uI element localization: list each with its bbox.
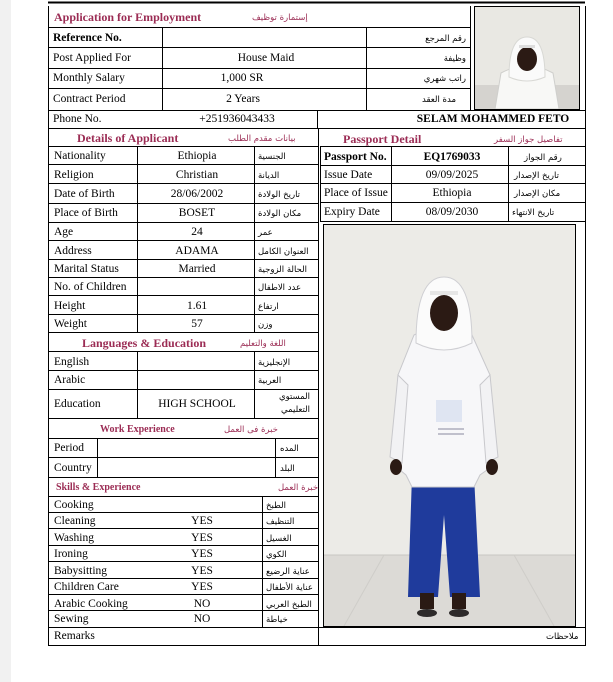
weight-label-arabic: وزن bbox=[258, 320, 273, 330]
skill-ironing-label-arabic: الكوي bbox=[266, 550, 287, 560]
weight-value: 57 bbox=[191, 318, 203, 330]
education-value: HIGH SCHOOL bbox=[158, 398, 236, 410]
skill-ironing-value: YES bbox=[191, 548, 213, 560]
address-value: ADAMA bbox=[175, 245, 219, 257]
age-value: 24 bbox=[191, 226, 203, 238]
arabic-label: Arabic bbox=[54, 374, 86, 386]
english-label-arabic: الإنجليزية bbox=[258, 358, 291, 368]
passport-no-label: Passport No. bbox=[324, 151, 387, 163]
address-label-arabic: العنوان الكامل bbox=[258, 247, 309, 257]
passport-no-label-arabic: رقم الجواز bbox=[524, 153, 562, 163]
issue-date-value: 09/09/2025 bbox=[425, 169, 479, 181]
languages-heading: Languages & Education bbox=[82, 336, 207, 350]
contract-label: Contract Period bbox=[53, 93, 126, 105]
applicant-name: SELAM MOHAMMED FETO bbox=[416, 113, 570, 125]
skill-babysitting-label-arabic: عناية الرضيع bbox=[266, 567, 310, 577]
expiry-date-value: 08/09/2030 bbox=[425, 206, 479, 218]
arabic-label-arabic: العربية bbox=[258, 376, 282, 386]
post-label-arabic: وظيفة bbox=[443, 54, 466, 64]
post-value: House Maid bbox=[237, 52, 295, 64]
skills-heading: Skills & Experience bbox=[56, 482, 141, 493]
remarks-label: Remarks bbox=[54, 630, 95, 642]
height-label-arabic: ارتفاع bbox=[258, 302, 279, 312]
skill-washing-label: Washing bbox=[54, 532, 94, 544]
skill-sewing-value: NO bbox=[193, 613, 211, 625]
country-label: Country bbox=[54, 462, 92, 474]
skill-childcare-label-arabic: عناية الأطفال bbox=[266, 583, 313, 593]
height-label: Height bbox=[54, 300, 86, 312]
marital-label: Marital Status bbox=[54, 263, 119, 275]
religion-label: Religion bbox=[54, 169, 94, 181]
age-label-arabic: عمر bbox=[258, 228, 273, 238]
passport-heading-arabic: تفاصيل جواز السفر bbox=[494, 135, 563, 145]
form-title-arabic: إستمارة توظيف bbox=[252, 13, 308, 23]
english-label: English bbox=[54, 356, 90, 368]
salary-label-arabic: راتب شهري bbox=[423, 74, 466, 84]
religion-label-arabic: الديانة bbox=[258, 171, 280, 181]
post-label: Post Applied For bbox=[53, 52, 131, 64]
languages-heading-arabic: اللغة والتعليم bbox=[240, 339, 286, 349]
marital-label-arabic: الحالة الزوجية bbox=[258, 265, 307, 275]
children-label-arabic: عدد الاطفال bbox=[258, 283, 302, 293]
dob-value: 28/06/2002 bbox=[170, 188, 224, 200]
skill-childcare-value: YES bbox=[191, 581, 213, 593]
period-label: Period bbox=[54, 442, 85, 454]
skill-ironing-label: Ironing bbox=[54, 548, 88, 560]
skill-cleaning-label: Cleaning bbox=[54, 515, 96, 527]
skill-washing-label-arabic: الغسيل bbox=[266, 534, 292, 544]
salary-value: 1,000 SR bbox=[220, 72, 264, 84]
passport-heading: Passport Detail bbox=[343, 132, 422, 146]
marital-value: Married bbox=[178, 263, 216, 275]
issue-place-label: Place of Issue bbox=[324, 187, 388, 199]
issue-date-label-arabic: تاريخ الإصدار bbox=[514, 171, 559, 181]
expiry-date-label-arabic: تاريخ الانتهاء bbox=[512, 208, 555, 218]
education-label-arabic: المستوي التعليمي bbox=[278, 392, 310, 415]
details-heading: Details of Applicant bbox=[77, 131, 179, 145]
salary-label: Monthly Salary bbox=[53, 72, 125, 84]
skills-heading-arabic: خبرة العمل bbox=[278, 483, 319, 493]
religion-value: Christian bbox=[175, 169, 219, 181]
passport-no-value: EQ1769033 bbox=[423, 151, 481, 163]
applicant-photo-full bbox=[324, 225, 575, 626]
skill-sewing-label: Sewing bbox=[54, 613, 89, 625]
skill-sewing-label-arabic: خياطة bbox=[266, 615, 288, 625]
skill-cooking-label: Cooking bbox=[54, 499, 94, 511]
nationality-label-arabic: الجنسية bbox=[258, 152, 286, 162]
address-label: Address bbox=[54, 245, 92, 257]
work-heading-arabic: خبرة فى العمل bbox=[224, 425, 278, 435]
height-value: 1.61 bbox=[186, 300, 208, 312]
age-label: Age bbox=[54, 226, 74, 238]
period-label-arabic: المده bbox=[280, 444, 299, 454]
skill-cleaning-value: YES bbox=[191, 515, 213, 527]
issue-place-value: Ethiopia bbox=[432, 187, 472, 199]
details-heading-arabic: بيانات مقدم الطلب bbox=[228, 134, 296, 144]
issue-date-label: Issue Date bbox=[324, 169, 373, 181]
phone-label: Phone No. bbox=[53, 113, 102, 125]
expiry-date-label: Expiry Date bbox=[324, 206, 380, 218]
skill-arabic-cooking-value: NO bbox=[193, 598, 211, 610]
skill-arabic-cooking-label: Arabic Cooking bbox=[54, 598, 128, 610]
dob-label-arabic: تاريخ الولادة bbox=[258, 190, 301, 200]
contract-value: 2 Years bbox=[226, 93, 260, 105]
issue-place-label-arabic: مكان الإصدار bbox=[514, 189, 561, 199]
form-title: Application for Employment bbox=[54, 10, 202, 24]
children-label: No. of Children bbox=[54, 281, 127, 293]
country-label-arabic: البلد bbox=[280, 464, 295, 474]
birthplace-value: BOSET bbox=[178, 207, 216, 219]
remarks-label-arabic: ملاحظات bbox=[546, 632, 579, 642]
skill-washing-value: YES bbox=[191, 532, 213, 544]
skill-cooking-label-arabic: الطبخ bbox=[266, 501, 286, 511]
reference-label: Reference No. bbox=[53, 32, 122, 44]
skill-childcare-label: Children Care bbox=[54, 581, 119, 593]
phone-value: +251936043433 bbox=[199, 113, 275, 125]
birthplace-label: Place of Birth bbox=[54, 207, 118, 219]
dob-label: Date of Birth bbox=[54, 188, 115, 200]
skill-babysitting-value: YES bbox=[191, 565, 213, 577]
birthplace-label-arabic: مكان الولادة bbox=[258, 209, 302, 219]
nationality-label: Nationality bbox=[54, 150, 106, 162]
skill-arabic-cooking-label-arabic: الطبخ العربي bbox=[266, 600, 312, 610]
education-label: Education bbox=[54, 398, 101, 410]
contract-label-arabic: مدة العقد bbox=[422, 95, 456, 105]
nationality-value: Ethiopia bbox=[177, 150, 217, 162]
skill-cleaning-label-arabic: التنظيف bbox=[266, 517, 295, 527]
applicant-photo-small bbox=[475, 7, 579, 109]
work-heading: Work Experience bbox=[100, 424, 175, 435]
skill-babysitting-label: Babysitting bbox=[54, 565, 108, 577]
reference-label-arabic: رقم المرجع bbox=[425, 34, 466, 44]
weight-label: Weight bbox=[54, 318, 87, 330]
